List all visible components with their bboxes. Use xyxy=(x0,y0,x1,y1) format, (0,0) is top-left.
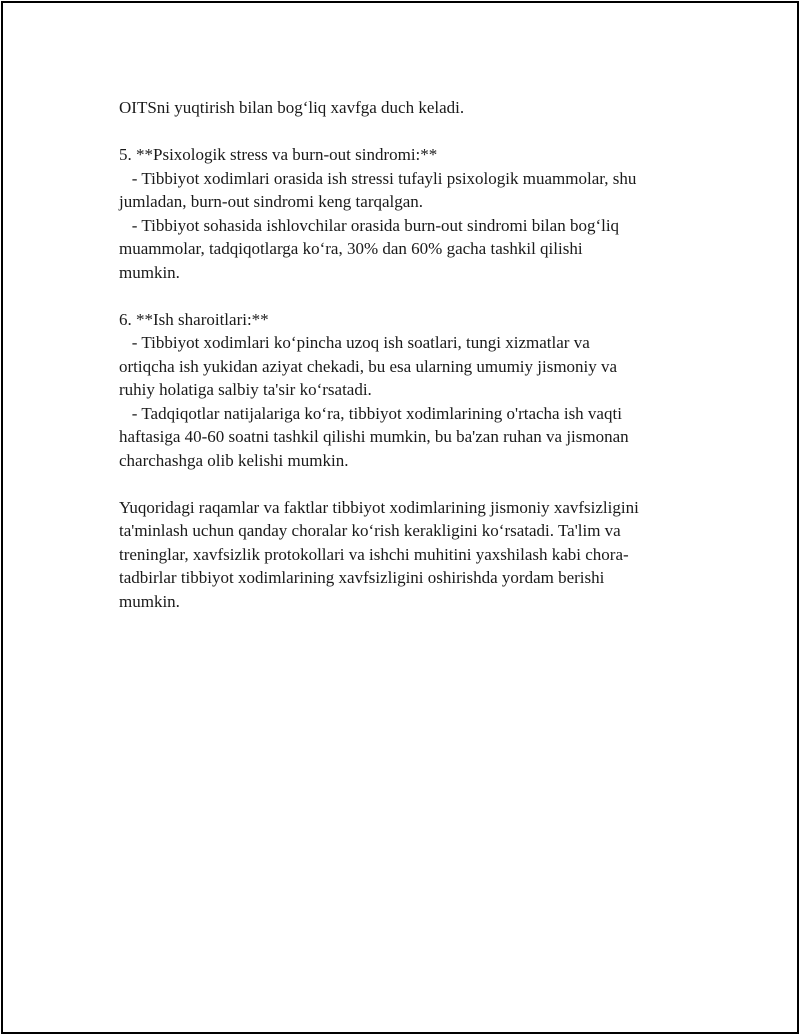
section-5 xyxy=(119,143,709,284)
section-6 xyxy=(119,308,709,473)
section-6-heading: 6. **Ish sharoitlari:** xyxy=(119,309,269,329)
text-line: ortiqcha ish yukidan aziyat chekadi, bu esa ularning umumiy jismoniy va xyxy=(119,356,618,376)
text-line: charchashga olib kelishi mumkin. xyxy=(119,450,349,470)
text-line: haftasiga 40-60 soatni tashkil qilishi mumkin, bu ba'zan ruhan va jismonan xyxy=(119,427,629,446)
section-5-heading: 5. **Psixologik stress va burn-out sindromi:** xyxy=(119,145,438,164)
text-line: OITSni yuqtirish bilan bog‘liq xavfga duch keladi. xyxy=(119,98,465,117)
text-line: jumladan, burn-out sindromi keng tarqalgan. xyxy=(119,192,424,211)
document-body xyxy=(119,96,709,637)
text-line: ruhiy holatiga salbiy ta'sir ko‘rsatadi. xyxy=(119,380,372,399)
text-line: treninglar, xavfsizlik protokollari va ishchi muhitini yaxshilash kabi chora- xyxy=(119,544,629,564)
text-line: muammolar, tadqiqotlarga ko‘ra, 30% dan 60% gacha tashkil qilishi xyxy=(119,239,583,258)
text-line: ta'minlash uchun qanday choralar ko‘rish kerakligini ko‘rsatadi. Ta'lim va xyxy=(119,521,621,540)
text-line: mumkin. xyxy=(119,591,180,611)
document-page xyxy=(1,1,799,1034)
text-line: tadbirlar tibbiyot xodimlarining xavfsizligini oshirishda yordam berishi xyxy=(119,568,605,587)
conclusion-paragraph xyxy=(119,496,709,614)
text-line: - Tibbiyot xodimlari orasida ish stressi tufayli psixologik muammolar, shu xyxy=(119,168,637,188)
intro-paragraph xyxy=(119,96,709,120)
text-line: Yuqoridagi raqamlar va faktlar tibbiyot xodimlarining jismoniy xavfsizligini xyxy=(119,497,639,517)
text-line: - Tibbiyot xodimlari ko‘pincha uzoq ish soatlari, tungi xizmatlar va xyxy=(119,333,590,352)
text-line: - Tadqiqotlar natijalariga ko‘ra, tibbiyot xodimlarining o'rtacha ish vaqti xyxy=(119,403,622,423)
text-line: - Tibbiyot sohasida ishlovchilar orasida burn-out sindromi bilan bog‘liq xyxy=(119,215,620,235)
text-line: mumkin. xyxy=(119,262,180,282)
